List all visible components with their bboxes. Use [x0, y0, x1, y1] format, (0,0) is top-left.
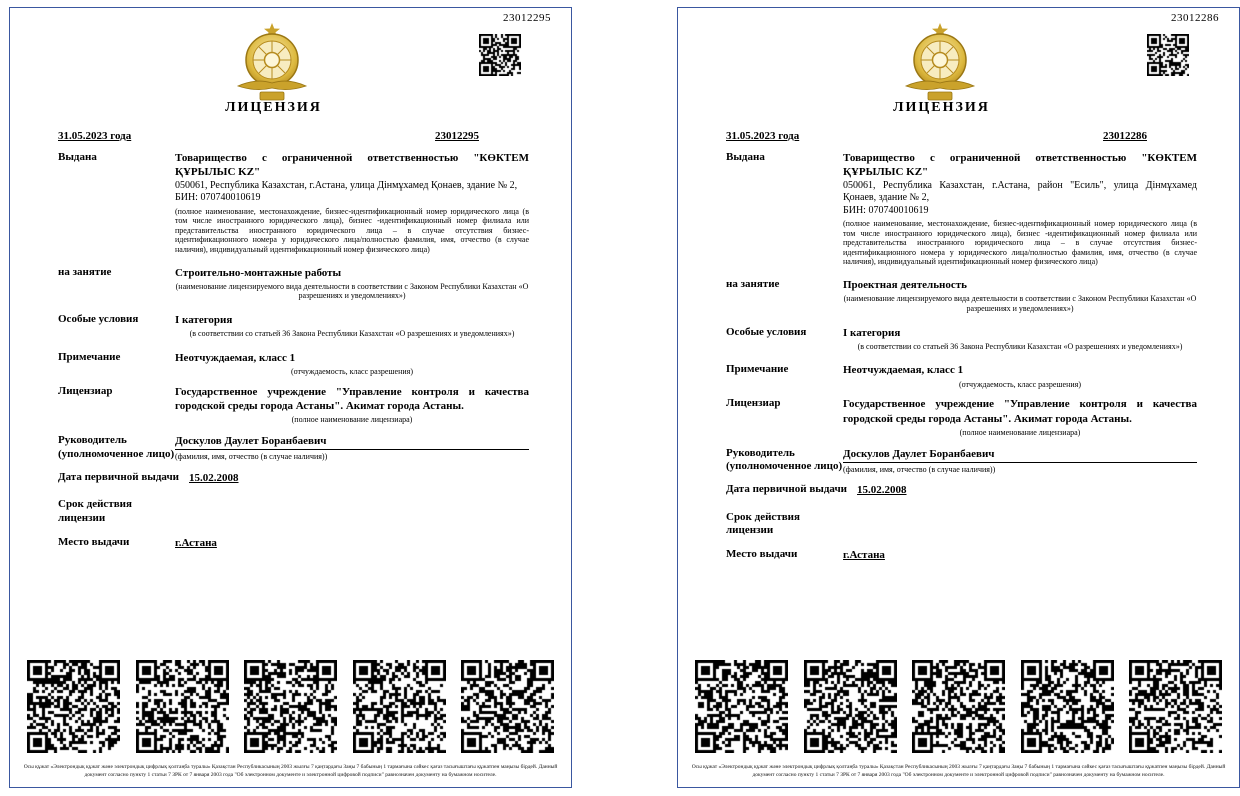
head-label-line2: (уполномоченное лицо) — [726, 460, 843, 473]
legal-text: Осы құжат «Электрондық құжат және электрондық цифрлық қолтаңба туралы» Қазақстан Республикасының 2003 жылғы 7 қаңтардағы Заңы 7 бабының 1 тармағына сәйкес қағаз тасығыштағы құжатпен маңызы бірдей. Данный документ согласно пункту 1 статьи 7 ЗРК от 7 января 2003 года "Об электронном документе и электронной цифровой подписи" равнозначен документу на бумажном носителе. — [23, 764, 558, 779]
remark-note: (отчуждаемость, класс разрешения) — [958, 379, 1082, 389]
first-issue-value: 15.02.2008 — [189, 471, 239, 484]
company-bin: БИН: 070740010619 — [843, 204, 929, 216]
issue-place-block — [175, 536, 529, 550]
activity-value-block — [843, 278, 1197, 313]
issued-to-row — [726, 151, 1197, 267]
barcode — [1129, 660, 1222, 753]
company-name: Товарищество с ограниченной ответственностью "КӨКТЕМ ҚҰРЫЛЫС KZ" — [175, 152, 529, 179]
activity-label: на занятие — [58, 265, 112, 278]
special-conditions-value: I категория — [175, 314, 233, 327]
issued-to-label: Выдана — [726, 151, 765, 163]
licensor-block — [843, 397, 1197, 437]
head-value: Доскулов Даулет Боранбаевич — [175, 434, 529, 450]
license-body — [58, 100, 529, 550]
head-row — [726, 447, 1197, 475]
first-issue-label: Дата первичной выдачи — [726, 483, 848, 496]
company-name: Товарищество с ограниченной ответственностью "КӨКТЕМ ҚҰРЫЛЫС KZ" — [843, 152, 1197, 179]
document-title: ЛИЦЕНЗИЯ — [893, 100, 990, 115]
barcode — [461, 660, 554, 753]
qr-code-icon — [479, 34, 521, 76]
licensor-row — [726, 397, 1197, 437]
issue-date: 31.05.2023 года — [726, 130, 800, 142]
first-issue-block — [189, 471, 529, 485]
issue-place-row — [58, 536, 529, 550]
barcode — [353, 660, 446, 753]
licensor-value: Государственное учреждение "Управление контроля и качества городской среды города Астаны". Акимат города Астаны. — [175, 385, 529, 413]
head-block — [175, 434, 529, 462]
issue-place-block — [843, 548, 1197, 562]
first-issue-value: 15.02.2008 — [857, 484, 907, 497]
head-note: (фамилия, имя, отчество (в случае наличия)) — [175, 452, 328, 462]
document-title: ЛИЦЕНЗИЯ — [225, 100, 322, 115]
special-conditions-label: Особые условия — [726, 325, 807, 338]
license-number: 23012295 — [435, 130, 479, 142]
head-block — [843, 447, 1197, 475]
issued-to-note: (полное наименование, местонахождение, бизнес-идентификационный номер юридического лица (в том числе иностранного юридического лица), бизнес -идентификационный номер филиала или представительства иностранного юридического лица – в случае отсутствия бизнес-идентификационного номера у юридического лица/полностью фамилия, имя, отчество (в случае наличия), индивидуальный идентификационный номер физического лица) — [843, 219, 1197, 267]
special-conditions-row — [58, 313, 529, 339]
first-issue-row — [58, 471, 529, 485]
special-conditions-note: (в соответствии со статьей 36 Закона Республики Казахстан «О разрешениях и уведомлениях») — [189, 329, 515, 339]
head-note: (фамилия, имя, отчество (в случае наличия)) — [843, 464, 996, 474]
head-label — [726, 447, 843, 475]
licensor-label: Лицензиар — [726, 397, 781, 410]
issued-to-label: Выдана — [58, 151, 97, 163]
company-bin: БИН: 070740010619 — [175, 192, 261, 204]
barcode — [695, 660, 788, 753]
head-value: Доскулов Даулет Боранбаевич — [843, 447, 1197, 463]
barcode-strip — [695, 660, 1222, 753]
licensor-label: Лицензиар — [58, 384, 113, 397]
activity-note: (наименование лицензируемого вида деятельности в соответствии с Законом Республики Казахстан «О разрешениях и уведомлениях») — [175, 281, 529, 301]
license-page-1 — [9, 7, 572, 788]
kazakhstan-emblem-icon — [904, 22, 976, 102]
qr-code-icon — [1147, 34, 1189, 76]
license-body — [726, 100, 1197, 563]
barcode — [1021, 660, 1114, 753]
special-conditions-label: Особые условия — [58, 313, 139, 326]
license-number: 23012286 — [1103, 130, 1147, 142]
remark-note: (отчуждаемость, класс разрешения) — [290, 367, 414, 377]
validity-value — [843, 511, 1197, 523]
issue-place-row — [726, 548, 1197, 562]
legal-text: Осы құжат «Электрондық құжат және электрондық цифрлық қолтаңба туралы» Қазақстан Республикасының 2003 жылғы 7 қаңтардағы Заңы 7 бабының 1 тармағына сәйкес қағаз тасығыштағы құжатпен маңызы бірдей. Данный документ согласно пункту 1 статьи 7 ЗРК от 7 января 2003 года "Об электронном документе и электронной цифровой подписи" равнозначен документу на бумажном носителе. — [691, 764, 1226, 779]
barcode — [27, 660, 120, 753]
remark-label: Примечание — [726, 363, 789, 376]
company-address: 050061, Республика Казахстан, г.Астана, район "Есиль", улица Дінмұхамед Қонаев, здание № 2, — [843, 179, 1197, 204]
issue-place-value: г.Астана — [175, 536, 217, 549]
activity-value: Проектная деятельность — [843, 279, 967, 292]
activity-row — [726, 278, 1197, 313]
issue-place-label: Место выдачи — [726, 548, 798, 561]
issued-to-value — [843, 151, 1197, 267]
first-issue-label: Дата первичной выдачи — [58, 470, 180, 483]
page-top-number: 23012286 — [1171, 12, 1219, 24]
licensor-row — [58, 385, 529, 425]
head-label — [58, 434, 175, 462]
special-conditions-block — [843, 326, 1197, 352]
remark-value: Неотчуждаемая, класс 1 — [843, 364, 964, 377]
issue-date: 31.05.2023 года — [58, 130, 132, 142]
barcode-strip — [27, 660, 554, 753]
remark-row — [726, 363, 1197, 389]
issued-to-value — [175, 151, 529, 255]
head-label-line2: (уполномоченное лицо) — [58, 447, 175, 460]
license-page-2 — [677, 7, 1240, 788]
activity-value-block — [175, 266, 529, 301]
issue-place-label: Место выдачи — [58, 535, 130, 548]
special-conditions-block — [175, 313, 529, 339]
licensor-note: (полное наименование лицензиара) — [959, 427, 1081, 437]
company-address: 050061, Республика Казахстан, г.Астана, улица Дінмұхамед Қонаев, здание № 2, — [175, 179, 518, 191]
activity-note: (наименование лицензируемого вида деятельности в соответствии с Законом Республики Казахстан «О разрешениях и уведомлениях») — [843, 294, 1197, 313]
special-conditions-value: I категория — [843, 326, 901, 339]
remark-block — [175, 351, 529, 377]
validity-row — [726, 511, 1197, 539]
special-conditions-row — [726, 326, 1197, 352]
activity-label: на занятие — [726, 278, 780, 291]
head-row — [58, 434, 529, 462]
barcode — [912, 660, 1005, 753]
activity-row — [58, 266, 529, 301]
remark-row — [58, 351, 529, 377]
licensor-value: Государственное учреждение "Управление контроля и качества городской среды города Астаны". Акимат города Астаны. — [843, 398, 1197, 425]
licensor-note: (полное наименование лицензиара) — [291, 415, 413, 425]
special-conditions-note: (в соответствии со статьей 36 Закона Республики Казахстан «О разрешениях и уведомлениях») — [857, 341, 1183, 351]
validity-row — [58, 498, 529, 526]
issued-to-row — [58, 151, 529, 255]
barcode — [804, 660, 897, 753]
remark-block — [843, 363, 1197, 389]
kazakhstan-emblem-icon — [236, 22, 308, 102]
first-issue-row — [726, 483, 1197, 497]
head-label-line1: Руководитель — [726, 446, 795, 459]
barcode — [136, 660, 229, 753]
date-number-row — [58, 130, 529, 142]
validity-label: Срок действия лицензии — [726, 510, 800, 537]
issued-to-note: (полное наименование, местонахождение, бизнес-идентификационный номер юридического лица (в том числе иностранного юридического лица), бизнес -идентификационный номер филиала или представительства иностранного юридического лица – в случае отсутствия бизнес-идентификационного номера у юридического лица/полностью фамилия, имя, отчество (в случае наличия), индивидуальный идентификационный номер физического лица) — [175, 206, 529, 254]
date-number-row — [726, 130, 1197, 142]
validity-label: Срок действия лицензии — [58, 498, 132, 524]
page-top-number: 23012295 — [503, 12, 551, 24]
licensor-block — [175, 385, 529, 425]
barcode — [244, 660, 337, 753]
head-label-line1: Руководитель — [58, 434, 127, 447]
remark-label: Примечание — [58, 350, 121, 363]
validity-value — [175, 498, 529, 510]
activity-value: Строительно-монтажные работы — [175, 266, 342, 279]
first-issue-block — [857, 483, 1197, 497]
issue-place-value: г.Астана — [843, 549, 885, 562]
remark-value: Неотчуждаемая, класс 1 — [175, 351, 296, 364]
